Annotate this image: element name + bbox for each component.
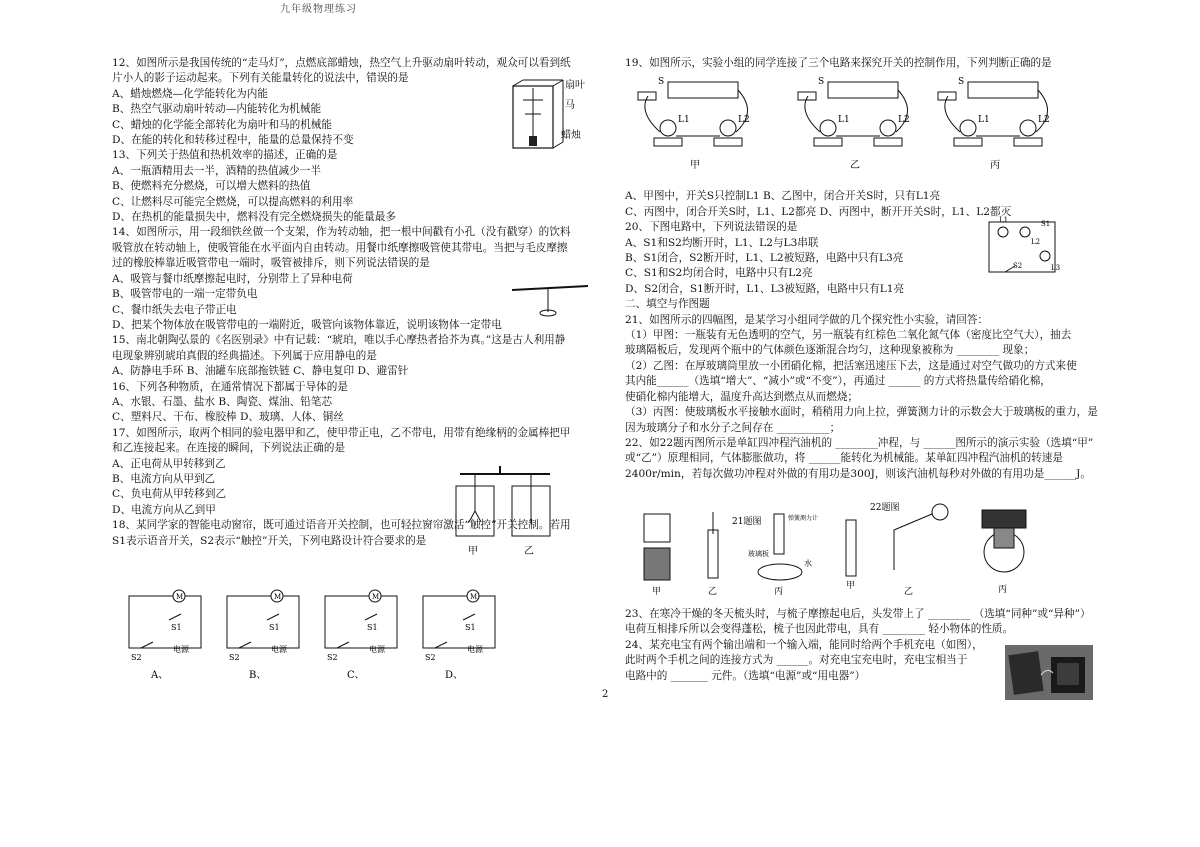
bulb-base	[814, 138, 842, 146]
fig12-label-candle: 蜡烛	[561, 130, 581, 141]
bulb-base	[874, 138, 902, 146]
left_lines-line: A、一瓶酒精用去一半，酒精的热值减少一半	[112, 164, 321, 177]
switch-symbol	[141, 642, 153, 648]
left_lines-line: 过的橡胶棒靠近吸管带电一端时，吸管被排斥，则下列说法错误的是	[112, 257, 430, 270]
fig21-label: 玻璃板	[748, 550, 769, 558]
right_lines2-line: 24、某充电宝有两个输出端和一个输入端，能同时给两个手机充电（如图），	[625, 638, 983, 651]
right_lines-line: C、S1和S2均闭合时，电路中只有L2亮	[625, 267, 813, 280]
right_lines-line: A、甲图中，开关S只控制L1 B、乙图中，闭合开关S时，只有L1亮	[625, 190, 941, 203]
fig21-label: 甲	[652, 587, 662, 597]
circuit-frame	[227, 596, 299, 648]
bulb-base	[654, 138, 682, 146]
battery	[968, 82, 1038, 98]
fig12-label-horse: 马	[565, 100, 575, 111]
lamp-label: L1	[999, 216, 1009, 224]
right_lines-line: 因为玻璃分子和水分子之间存在 __________；	[625, 421, 841, 434]
stand	[894, 514, 932, 570]
right_lines-line: B、S1闭合，S2断开时，L1、L2被短路，电路中只有L3亮	[625, 252, 904, 265]
switch-label: S	[818, 77, 825, 87]
right_lines-line: 19、如图所示，实验小组的同学连接了三个电路来探究开关的控制作用，下列判断正确的是	[625, 57, 1052, 69]
right_lines-line: 21、如图所示的四幅图，是某学习小组同学做的几个探究性小实验，请回答：	[625, 313, 989, 326]
fig21-label: 乙	[708, 587, 718, 597]
photo-drawing	[1005, 645, 1093, 700]
fig22-label: 乙	[904, 587, 914, 597]
bulb-label: L2	[1038, 115, 1050, 125]
left_lines-line: A、正电荷从甲转移到乙	[112, 457, 226, 470]
fig24-phone-photo	[1005, 645, 1093, 700]
left_lines-line: A、防静电手环 B、油罐车底部拖铁链 C、静电复印 D、避雷针	[112, 365, 409, 378]
left_lines-line: D、在能的转化和转移过程中，能量的总量保持不变	[112, 134, 354, 147]
right_lines-line: 使硝化棉内能增大，温度升高达到燃点从而燃烧；	[625, 390, 859, 403]
left_lines-line: A、水银、石墨、盐水 B、陶瓷、煤油、铅笔芯	[112, 395, 333, 408]
fig12-lantern	[505, 78, 585, 158]
straw-drawing	[510, 280, 590, 320]
tube	[846, 520, 856, 576]
switch-label: S1	[269, 623, 280, 632]
board-label: 乙	[850, 160, 860, 171]
left_lines-line: B、吸管带电的一端一定带负电	[112, 288, 258, 301]
left_lines-line: C、让燃料尽可能完全燃烧，可以提高燃料的利用率	[112, 195, 354, 208]
water-dish	[758, 564, 802, 580]
right_lines2-line: 电荷互相排斥所以会变得蓬松，梳子也因此带电，具有 ________ 轻小物体的性质。	[625, 623, 1014, 636]
lamp-symbol	[998, 227, 1008, 237]
schematic-drawing	[985, 212, 1065, 282]
fig17-label-jia: 甲	[468, 546, 478, 557]
battery	[828, 82, 898, 98]
bulb-label: L1	[678, 115, 690, 125]
fig22-label: 甲	[846, 581, 856, 591]
right_lines-line: （1）甲图：一瓶装有无色透明的空气，另一瓶装有红棕色二氧化氮气体（密度比空气大），抽去	[625, 329, 1072, 342]
fig21-label: 水	[804, 559, 812, 568]
left_lines-line: 电现象辨别琥珀真假的经典描述。下列属于应用静电的是	[112, 349, 377, 362]
right_lines-line: D、S2闭合，S1断开时，L1、L3被短路，电路中只有L1亮	[625, 282, 905, 295]
switch-symbol	[169, 614, 181, 620]
left_lines-line: D、在热机的能量损失中，燃料没有完全燃烧损失的能量最多	[112, 211, 396, 224]
right_lines2-line: 此时两个手机之间的连接方式为 ______。对充电宝充电时，充电宝相当于	[625, 654, 968, 667]
left_lines-line: C、塑料尺、干布、橡胶棒 D、玻璃、人体、铜丝	[112, 411, 344, 424]
left_lines-line: D、把某个物体放在吸管带电的一端附近，吸管向该物体靠近，说明该物体一定带电	[112, 318, 502, 331]
fig21-label: 丙	[774, 587, 784, 597]
left_lines-line: 13、下列关于热值和热机效率的描述，正确的是	[112, 149, 338, 162]
motor-label: M	[274, 593, 282, 601]
bulb	[720, 120, 736, 136]
bulb	[1020, 120, 1036, 136]
jar-bottom	[644, 548, 670, 580]
lamp-label: L3	[1051, 264, 1061, 272]
left_lines-line: C、餐巾纸失去电子带正电	[112, 303, 237, 316]
right_lines-line: A、S1和S2均断开时，L1、L2与L3串联	[625, 236, 819, 249]
option-label: A、	[151, 670, 169, 681]
fig12-label-fan: 扇叶	[565, 80, 585, 91]
flask	[932, 504, 948, 520]
fig22-title: 22题图	[870, 503, 900, 513]
bulb	[660, 120, 676, 136]
switch-symbol	[463, 614, 475, 620]
bulb-base	[714, 138, 742, 146]
left_lines-line: 15、南北朝陶弘景的《名医别录》中有记载：“琥珀，唯以手心摩热者拾芥为真。”这是古人利用静	[112, 334, 566, 347]
fig21-title: 21题图	[732, 517, 762, 527]
bulb	[960, 120, 976, 136]
right_lines-line: 22、如22题丙图所示是单缸四冲程汽油机的 ________冲程，与 ______图所示的演示实验（选填“甲”	[625, 436, 1094, 449]
switch-label: S1	[367, 623, 378, 632]
bulb-base	[1014, 138, 1042, 146]
electroscope-drawing	[450, 466, 560, 566]
right_lines2-line: 电路中的 _______ 元件。（选填“电源”或“用电器”）	[625, 669, 866, 682]
fig21-label: 弹簧测力计	[788, 515, 819, 522]
board-label: 丙	[990, 160, 1000, 171]
fig17-label-yi: 乙	[524, 546, 534, 557]
switch-label: S1	[171, 623, 182, 632]
right_lines-line: C、丙图中，闭合开关S时，L1、L2都亮 D、丙图中，断开开关S时，L1、L2都灭	[625, 205, 1012, 218]
left_lines-line: C、负电荷从甲转移到乙	[112, 488, 227, 501]
option-label: C、	[347, 670, 365, 681]
motor-label: M	[372, 593, 380, 601]
left_lines-line: S1表示语音开关，S2表示“触控”开关，下列电路设计符合要求的是	[112, 534, 427, 547]
fig14-straw	[510, 280, 590, 320]
motor-label: M	[470, 593, 478, 601]
bulb	[880, 120, 896, 136]
circuit-frame	[325, 596, 397, 648]
switch-label: S2	[229, 653, 240, 662]
circuit-frame	[423, 596, 495, 648]
page-number: 2	[602, 689, 609, 700]
right_lines-line: 20、下图电路中，下列说法错误的是	[625, 221, 798, 234]
left_lines-line: A、吸管与餐巾纸摩擦起电时，分别带上了异种电荷	[112, 272, 353, 285]
bulb-base	[954, 138, 982, 146]
switch-symbol	[365, 614, 377, 620]
left_lines-line: 16、下列各种物质，在通常情况下都属于导体的是	[112, 380, 348, 393]
left_lines-line: 12、如图所示是我国传统的“走马灯”，点燃底部蜡烛，热空气上升驱动扇叶转动，观众可以看到纸	[112, 57, 571, 69]
lamp-symbol	[1020, 227, 1030, 237]
right_lines2-line: 23、在寒冷干燥的冬天梳头时，与梳子摩擦起电后，头发带上了 ________ （选填“同种”或“异种”）	[625, 608, 1091, 620]
jar-top	[644, 514, 670, 542]
right_lines-line: 2400r/min，若每次做功冲程对外做的有用功是300J，则该汽油机每秒对外做的有用功是______J。	[625, 467, 1091, 480]
circuit-frame	[129, 596, 201, 648]
lamp-symbol	[1040, 251, 1050, 261]
left_lines-line: B、热空气驱动扇叶转动—内能转化为机械能	[112, 103, 322, 116]
source-label: 电源	[369, 645, 385, 654]
fig19-circuit-boards	[628, 72, 1068, 172]
glass-tube	[708, 530, 718, 578]
bulb-label: L1	[978, 115, 990, 125]
spring-scale	[774, 514, 784, 554]
right_lines-line: 或“乙”）原理相同，气体膨胀做功，将 ______能转化为机械能。某单缸四冲程汽油机的转速是	[625, 452, 1063, 465]
left_lines-line: 和乙连接起来。在连接的瞬间，下列说法正确的是	[112, 442, 346, 455]
left_lines-line: 14、如图所示，用一段细铁丝做一个支架，作为转动轴，把一根中间戳有小孔（没有戳穿）的饮料	[112, 226, 571, 239]
source-label: 电源	[173, 645, 189, 654]
left_lines-line: C、蜡烛的化学能全部转化为扇叶和马的机械能	[112, 118, 332, 131]
circuit-boards-drawing	[628, 72, 1068, 172]
switch-label: S1	[465, 623, 476, 632]
source-label: 电源	[271, 645, 287, 654]
board-label: 甲	[690, 160, 700, 171]
switch-label: S	[958, 77, 965, 87]
switch-label: S2	[1013, 262, 1023, 270]
lamp-label: L2	[1031, 238, 1041, 246]
left_lines-line: 吸管放在转动轴上，使吸管能在水平面内自由转动。用餐巾纸摩擦吸管使其带电。当把与毛皮摩擦	[112, 241, 568, 254]
option-label: B、	[249, 670, 267, 681]
fig18-circuits	[125, 590, 505, 680]
left_lines-line: B、电流方向从甲到乙	[112, 472, 216, 485]
experiments-drawing	[632, 500, 1052, 600]
switch-symbol	[435, 642, 447, 648]
battery	[668, 82, 738, 98]
right_lines-line: 玻璃隔板后，发现两个瓶中的气体颜色逐渐混合均匀，这种现象被称为 ________ 现象；	[625, 344, 1035, 357]
lantern-drawing	[505, 78, 585, 158]
left_lines-line: 片小人的影子运动起来。下列有关能量转化的说法中，错误的是	[112, 72, 409, 85]
bulb-label: L2	[738, 115, 750, 125]
right_lines-line: （3）丙图：使玻璃板水平接触水面时，稍稍用力向上拉，弹簧测力计的示数会大于玻璃板的重力，是	[625, 406, 1098, 419]
option-label: D、	[445, 670, 464, 681]
switch-label: S2	[425, 653, 436, 662]
fig17-electroscopes	[450, 466, 560, 566]
switch-label: S2	[131, 653, 142, 662]
fig22-label: 丙	[998, 585, 1008, 595]
bulb-label: L1	[838, 115, 850, 125]
bulb-label: L2	[898, 115, 910, 125]
switch-label: S1	[1041, 220, 1051, 228]
left_lines-line: A、蜡烛燃烧—化学能转化为内能	[112, 87, 268, 100]
right_lines-line: 二、填空与作图题	[625, 298, 710, 311]
fig20-schematic	[985, 212, 1065, 282]
circuit-options-drawing	[125, 590, 505, 680]
switch-symbol	[239, 642, 251, 648]
switch-label: S2	[327, 653, 338, 662]
left_lines-line: D、电流方向从乙到甲	[112, 503, 216, 516]
source-label: 电源	[467, 645, 483, 654]
piston	[994, 528, 1014, 548]
left_lines-line: 17、如图所示，取两个相同的验电器甲和乙，使甲带正电，乙不带电，用带有绝缘柄的金属棒把甲	[112, 426, 571, 439]
switch-label: S	[658, 77, 665, 87]
page-header: 九年级物理练习	[280, 4, 357, 15]
switch-symbol	[267, 614, 279, 620]
left_lines-line: B、使燃料充分燃烧，可以增大燃料的热值	[112, 180, 311, 193]
switch-symbol	[337, 642, 349, 648]
right_lines-line: 其内能______（选填“增大”、“减小”或“不变”），再通过 ______ 的方式将热量传给硝化棉，	[625, 375, 1051, 388]
motor-label: M	[176, 593, 184, 601]
bulb	[820, 120, 836, 136]
left_lines-line: 18、某同学家的智能电动窗帘，既可通过语音开关控制，也可轻拉窗帘激活“触控”开关控制。若用	[112, 519, 571, 532]
engine-head	[982, 510, 1026, 528]
right_lines-line: （2）乙图：在厚玻璃筒里放一小团硝化棉，把活塞迅速压下去，这是通过对空气做功的方式来使	[625, 359, 1077, 372]
fig21-22-experiments	[632, 500, 1052, 600]
